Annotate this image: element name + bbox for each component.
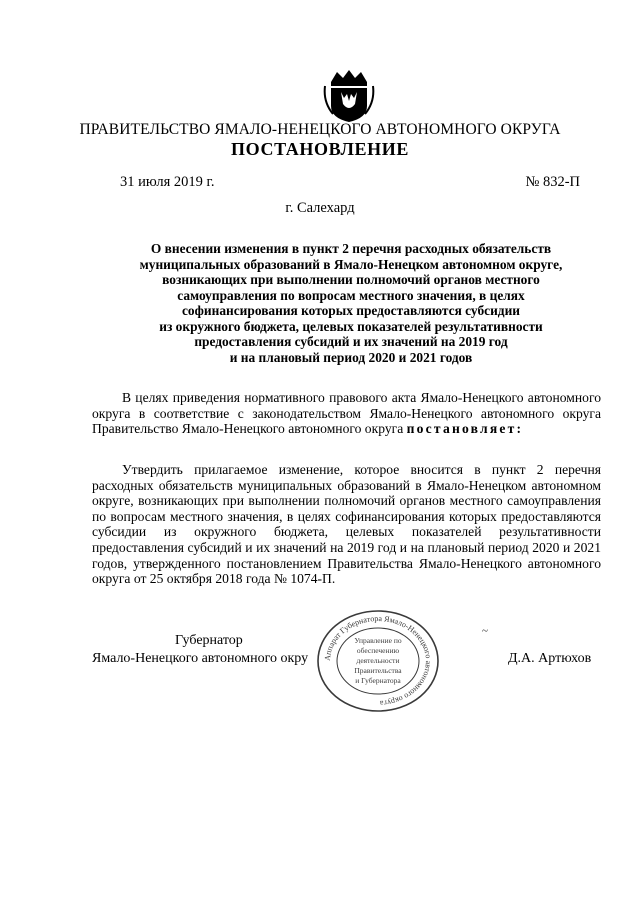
document-type-heading: ПОСТАНОВЛЕНИЕ bbox=[231, 139, 409, 159]
document-subject bbox=[96, 241, 606, 365]
signatory-name: Д.А. Артюхов bbox=[508, 651, 592, 666]
government-title: ПРАВИТЕЛЬСТВО ЯМАЛО-НЕНЕЦКОГО АВТОНОМНОГО ОКРУГА bbox=[79, 121, 561, 138]
official-stamp bbox=[314, 609, 442, 713]
pen-mark: ~ bbox=[482, 625, 488, 637]
document-number: № 832-П bbox=[525, 174, 580, 190]
stamp-inner-line: Правительства bbox=[354, 666, 402, 675]
subject-line: возникающих при выполнении полномочий органов местного bbox=[162, 272, 540, 287]
signatory-position: Губернатор bbox=[175, 633, 243, 648]
coat-of-arms-icon bbox=[323, 68, 375, 124]
subject-line: и на плановый период 2020 и 2021 годов bbox=[229, 349, 473, 365]
stamp-inner-line: и Губернатора bbox=[355, 676, 401, 685]
stamp-inner-line: деятельности bbox=[356, 656, 400, 665]
resolves-word: постановляет: bbox=[406, 421, 524, 437]
preamble-paragraph bbox=[92, 390, 601, 437]
subject-line: муниципальных образований в Ямало-Ненецком автономном округе, bbox=[139, 256, 563, 272]
subject-line: из окружного бюджета, целевых показателей результативности bbox=[159, 318, 543, 334]
stamp-inner-line: обеспечению bbox=[356, 646, 400, 655]
document-date: 31 июля 2019 г. bbox=[120, 174, 215, 190]
subject-line: предоставления субсидий и их значений на 2019 год bbox=[194, 334, 508, 349]
signatory-region: Ямало-Ненецкого автономного окру bbox=[92, 651, 309, 666]
preamble-text: В целях приведения нормативного правового акта Ямало-Ненецкого автономного округа в соответствие с законодательством Ямало-Ненецкого автономного округа Правительство Ямало-Ненецкого автономного округа bbox=[92, 390, 601, 437]
operative-text: Утвердить прилагаемое изменение, которое вносится в пункт 2 перечня расходных обязательств муниципальных образований в Ямало-Ненецком автономном округе, возникающих при выполнении полномочий органов местного самоуправления по вопросам местного значения, в целях софинансирования которых предоставляются субсидии из окружного бюджета, целевых показателей результативности предоставления субсидий и их значений на 2019 год и на плановый период 2020 и 2021 годов, утвержденного постановлением Правительства Ямало-Ненецкого автономного округа от 25 октября 2018 года № 1074-П. bbox=[92, 462, 601, 587]
stamp-ring-text: Аппарат Губернатора Ямало-Ненецкого автономного округа bbox=[322, 613, 434, 708]
document-city: г. Салехард bbox=[285, 200, 355, 216]
subject-line: самоуправления по вопросам местного значения, в целях bbox=[177, 287, 525, 303]
stamp-inner-line: Управление по bbox=[354, 636, 402, 645]
operative-paragraph bbox=[92, 462, 601, 587]
subject-line: О внесении изменения в пункт 2 перечня расходных обязательств bbox=[150, 241, 552, 256]
subject-line: софинансирования которых предоставляются субсидии bbox=[181, 303, 521, 318]
